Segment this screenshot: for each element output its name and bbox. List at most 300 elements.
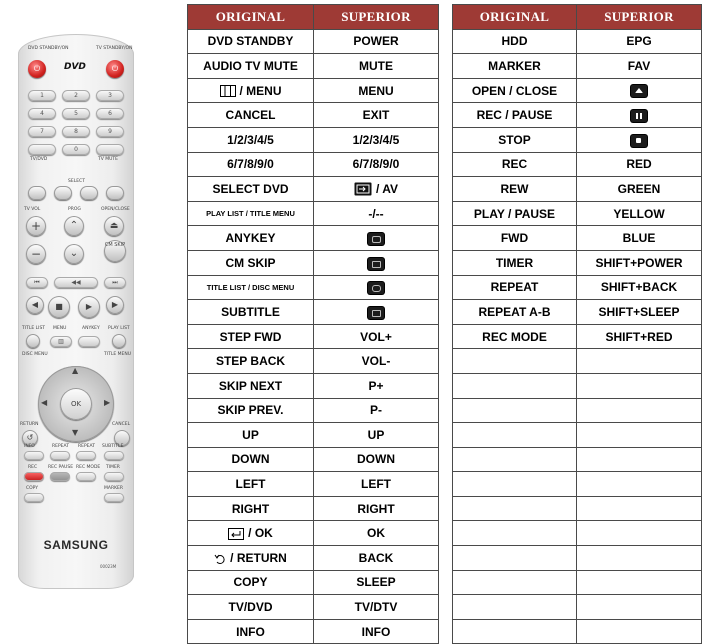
table-row [453, 226, 702, 251]
cell-text: FAV [627, 58, 651, 73]
cell-original [453, 275, 577, 300]
rewind-button[interactable]: ◀◀ [54, 277, 98, 288]
table-row [188, 619, 439, 644]
menu-button[interactable]: ▥ [50, 336, 72, 347]
prog-down-button[interactable]: ⌄ [64, 244, 84, 264]
table-row [188, 570, 439, 595]
cell-superior [577, 54, 702, 79]
eject-button[interactable]: ⏏ [104, 216, 124, 236]
tv-mute-label: TV MUTE [98, 157, 119, 162]
ok-button[interactable] [60, 388, 92, 420]
table-row [188, 398, 439, 423]
cell-text: / OK [248, 526, 273, 541]
cell-superior [314, 103, 439, 128]
repeat-ab-button[interactable] [76, 451, 96, 460]
cell-text: RIGHT [357, 501, 395, 516]
timer-button[interactable] [104, 472, 124, 481]
digit-2-button[interactable]: 2 [62, 90, 90, 101]
cell-superior [314, 127, 439, 152]
cell-original [453, 177, 577, 202]
select-input-button[interactable] [106, 186, 124, 200]
cell-text: / AV [375, 181, 398, 196]
cell-text: MUTE [359, 58, 393, 73]
table-row [453, 447, 702, 472]
cell-original [453, 423, 577, 448]
cell-original [453, 201, 577, 226]
cell-superior [577, 275, 702, 300]
cell-text: REC MODE [482, 329, 547, 344]
stop-button[interactable]: ■ [48, 296, 70, 318]
cell-text: P- [370, 403, 382, 418]
cell-text: REW [500, 181, 529, 196]
model-number: 00023M [100, 564, 117, 569]
rec-button[interactable] [24, 472, 44, 481]
cell-original [188, 103, 314, 128]
cell-superior [577, 447, 702, 472]
cell-original [188, 349, 314, 374]
play-list-label: PLAY LIST [108, 326, 130, 331]
cell-original [188, 373, 314, 398]
cell-superior [314, 496, 439, 521]
cell-text: INFO [236, 624, 265, 639]
input-source-icon [354, 182, 372, 196]
enter-icon [228, 528, 244, 540]
cell-text: LEFT [235, 477, 266, 492]
cell-text: GREEN [617, 181, 661, 196]
table-row [453, 373, 702, 398]
select-tv-button[interactable] [80, 186, 98, 200]
cell-original [453, 619, 577, 644]
cell-text: P+ [368, 378, 384, 393]
table-row [188, 373, 439, 398]
cell-superior [314, 177, 439, 202]
cell-original [453, 226, 577, 251]
cell-superior [314, 324, 439, 349]
prog-label: PROG [68, 207, 81, 212]
left-arrow-icon[interactable]: ◀ [41, 398, 48, 407]
table-row [188, 152, 439, 177]
cell-text: YELLOW [613, 206, 665, 221]
cell-original [188, 595, 314, 620]
cell-original [188, 398, 314, 423]
cell-superior [577, 226, 702, 251]
cell-original [188, 300, 314, 325]
cell-superior [577, 423, 702, 448]
cell-original [188, 496, 314, 521]
table-row [188, 300, 439, 325]
table-row [188, 472, 439, 497]
cell-text: RIGHT [231, 501, 270, 516]
cell-text: INFO [361, 624, 391, 639]
skip-next-button[interactable]: ⏭ [104, 277, 126, 288]
rec-pause-label: REC PAUSE [48, 465, 74, 470]
table-row [188, 177, 439, 202]
cell-superior [577, 127, 702, 152]
cell-text: SHIFT+POWER [595, 255, 683, 270]
tv-standby-label: TV STANDBY/ON [96, 46, 133, 51]
cell-text: DOWN [231, 452, 270, 467]
cell-superior [577, 152, 702, 177]
anykey-key-icon [368, 233, 384, 245]
info-label: INFO [24, 444, 35, 449]
cell-text: ANYKEY [225, 231, 276, 246]
cell-superior [577, 521, 702, 546]
table-row [188, 127, 439, 152]
cell-original [453, 324, 577, 349]
pause-key-icon [631, 110, 647, 122]
marker-label: MARKER [104, 486, 124, 491]
cell-original [453, 472, 577, 497]
dvd-standby-label: DVD STANDBY/ON [28, 46, 69, 51]
cell-superior [314, 201, 439, 226]
cell-superior [314, 398, 439, 423]
digit-8-button[interactable]: 8 [62, 126, 90, 137]
up-arrow-icon[interactable]: ▲ [72, 366, 79, 375]
cell-original [188, 127, 314, 152]
cm-skip-button[interactable] [104, 240, 126, 262]
cell-text: AUDIO TV MUTE [203, 58, 298, 73]
cell-superior [314, 275, 439, 300]
cell-text: SUBTITLE [221, 304, 280, 319]
cell-text: DOWN [357, 452, 395, 467]
cell-original [188, 447, 314, 472]
dvd-logo: DVD [64, 62, 86, 72]
digit-9-button[interactable]: 9 [96, 126, 124, 137]
cell-original [188, 250, 314, 275]
cell-original [453, 152, 577, 177]
cell-original [453, 300, 577, 325]
cell-text: SKIP NEXT [218, 378, 283, 393]
cell-superior [577, 103, 702, 128]
header-superior: SUPERIOR [577, 5, 702, 30]
table-row [453, 152, 702, 177]
cell-original [453, 521, 577, 546]
cell-original [453, 78, 577, 103]
cell-superior [577, 595, 702, 620]
title-list-label: TITLE LIST [22, 326, 46, 331]
title-menu-label: TITLE MENU [104, 352, 131, 357]
mapping-table-left [187, 4, 439, 644]
table-row [453, 324, 702, 349]
cell-text: RED [626, 157, 652, 172]
digit-6-button[interactable]: 6 [96, 108, 124, 119]
disc-menu-key-icon [368, 282, 384, 294]
cell-superior [577, 398, 702, 423]
cell-text: 6/7/8/9/0 [352, 157, 400, 172]
cell-original [453, 127, 577, 152]
cell-text: UP [242, 427, 259, 442]
cell-text: REPEAT A-B [478, 304, 551, 319]
cell-superior [314, 152, 439, 177]
copy-button[interactable] [24, 493, 44, 502]
table-row [188, 423, 439, 448]
cell-superior [577, 349, 702, 374]
cell-text: OPEN / CLOSE [471, 83, 558, 98]
repeat-ab-label: REPEAT [78, 444, 96, 449]
table-row [453, 398, 702, 423]
cell-superior [314, 78, 439, 103]
cm-skip-key-icon [368, 258, 384, 270]
cell-text: / RETURN [230, 550, 287, 565]
cell-superior [577, 546, 702, 571]
table-row [188, 496, 439, 521]
cell-original [188, 324, 314, 349]
cell-text: FWD [500, 231, 529, 246]
cell-original [453, 29, 577, 54]
cell-text: VOL+ [360, 329, 392, 344]
cell-superior [314, 349, 439, 374]
cell-original [188, 177, 314, 202]
cell-superior [577, 177, 702, 202]
table-row [453, 423, 702, 448]
cell-text: SELECT DVD [212, 181, 289, 196]
cell-text: MENU [358, 83, 394, 98]
cm-skip-label: CM SKIP [104, 242, 126, 248]
cell-original [188, 226, 314, 251]
cell-original [453, 496, 577, 521]
table-row [453, 546, 702, 571]
table-row [453, 496, 702, 521]
remote-control-image [18, 34, 134, 589]
cell-superior [314, 29, 439, 54]
table-row [453, 570, 702, 595]
cell-original [453, 595, 577, 620]
digit-7-button[interactable]: 7 [28, 126, 56, 137]
table-row [453, 54, 702, 79]
select-hdd-button[interactable] [54, 186, 72, 200]
cell-superior [314, 447, 439, 472]
audio-button[interactable] [96, 144, 124, 155]
rec-mode-button[interactable] [76, 472, 96, 481]
cell-superior [577, 472, 702, 497]
cell-original [188, 619, 314, 644]
cell-original [453, 103, 577, 128]
cell-original [453, 250, 577, 275]
cell-text: 6/7/8/9/0 [227, 157, 274, 172]
cell-original [188, 521, 314, 546]
cell-text: 1/2/3/4/5 [227, 132, 274, 147]
digit-1-button[interactable]: 1 [28, 90, 56, 101]
table-row [453, 103, 702, 128]
title-list-button[interactable] [26, 334, 40, 348]
table-row [188, 78, 439, 103]
cell-original [453, 349, 577, 374]
open-close-label: OPEN/CLOSE [101, 207, 130, 212]
cell-text: TV/DVD [228, 600, 273, 615]
table-row [453, 250, 702, 275]
table-row [188, 521, 439, 546]
cell-superior [577, 78, 702, 103]
cell-text: EPG [626, 34, 652, 49]
cell-superior [314, 521, 439, 546]
table-row [453, 177, 702, 202]
cell-superior [577, 496, 702, 521]
tv-power-button[interactable]: ⏻ [106, 60, 124, 78]
cell-superior [314, 423, 439, 448]
cell-text: LEFT [361, 477, 391, 492]
cell-text: TV/DTV [354, 600, 398, 615]
vol-down-button[interactable]: − [26, 244, 46, 264]
cell-original [188, 472, 314, 497]
cell-text: POWER [353, 34, 399, 49]
cell-original [453, 373, 577, 398]
cell-text: PLAY / PAUSE [473, 206, 556, 221]
cell-text: EXIT [362, 108, 390, 123]
step-back-button[interactable]: ◀ [26, 296, 44, 314]
select-dvd-button[interactable] [28, 186, 46, 200]
cell-superior [577, 373, 702, 398]
table-row [453, 275, 702, 300]
table-row [453, 78, 702, 103]
info-button[interactable] [24, 451, 44, 460]
table-row [453, 300, 702, 325]
cell-superior [577, 619, 702, 644]
down-arrow-icon[interactable]: ▼ [72, 428, 79, 437]
cell-text: DVD STANDBY [207, 34, 294, 49]
digit-5-button[interactable]: 5 [62, 108, 90, 119]
stop-key-icon [631, 135, 647, 147]
select-label: SELECT [68, 179, 85, 184]
table-row [188, 447, 439, 472]
cell-original [188, 201, 314, 226]
header-superior: SUPERIOR [314, 5, 439, 30]
cell-text: SHIFT+RED [605, 329, 673, 344]
cell-original [188, 29, 314, 54]
table-row [188, 201, 439, 226]
cell-superior [314, 250, 439, 275]
cell-superior [577, 201, 702, 226]
disc-menu-label: DISC MENU [22, 352, 48, 357]
table-row [453, 29, 702, 54]
marker-button[interactable] [104, 493, 124, 502]
table-row [188, 250, 439, 275]
cell-text: VOL- [361, 354, 391, 369]
cell-text: COPY [233, 575, 268, 590]
subtitle-label: SUBTITLE [102, 444, 124, 449]
skip-prev-button[interactable]: ⏮ [26, 277, 48, 288]
table-row [188, 29, 439, 54]
cell-text: CM SKIP [225, 255, 276, 270]
table-row [453, 595, 702, 620]
cell-original [188, 546, 314, 571]
prog-up-button[interactable]: ⌃ [64, 216, 84, 236]
header-original: ORIGINAL [188, 5, 314, 30]
cell-superior [577, 324, 702, 349]
tv-dvd-label: TV/DVD [30, 157, 48, 162]
cell-text: HDD [501, 34, 528, 49]
table-row [453, 127, 702, 152]
right-arrow-icon[interactable]: ▶ [104, 398, 111, 407]
menu-bars-icon [220, 85, 236, 97]
digit-4-button[interactable]: 4 [28, 108, 56, 119]
cell-superior [577, 570, 702, 595]
cell-text: -/-- [368, 206, 384, 221]
timer-label: TIMER [106, 465, 120, 470]
cell-original [453, 447, 577, 472]
mapping-table-right [452, 4, 702, 644]
cell-text: UP [367, 427, 385, 442]
cell-superior [314, 472, 439, 497]
table-row [453, 619, 702, 644]
digit-3-button[interactable]: 3 [96, 90, 124, 101]
brand-logo: SAMSUNG [43, 538, 109, 552]
cell-text: TIMER [495, 255, 534, 270]
return-button[interactable]: ↺ [22, 430, 38, 446]
tv-vol-label: TV VOL [24, 207, 41, 212]
cell-superior [314, 300, 439, 325]
table-row [453, 472, 702, 497]
cancel-label: CANCEL [112, 422, 131, 427]
play-pause-button[interactable]: ▶ [78, 296, 100, 318]
repeat-button[interactable] [50, 451, 70, 460]
cell-text: CANCEL [225, 108, 276, 123]
table-row [188, 275, 439, 300]
cell-superior [314, 619, 439, 644]
cell-original [453, 54, 577, 79]
anykey-button[interactable] [78, 336, 100, 347]
table-row [188, 349, 439, 374]
cell-superior [314, 226, 439, 251]
cell-superior [314, 546, 439, 571]
cell-original [188, 54, 314, 79]
cell-original [453, 398, 577, 423]
table-row [188, 226, 439, 251]
cell-original [188, 423, 314, 448]
step-fwd-button[interactable]: ▶ [106, 296, 124, 314]
cell-text: SLEEP [356, 575, 396, 590]
dvd-power-button[interactable]: ⏻ [28, 60, 46, 78]
subtitle-key-icon [368, 307, 384, 319]
cell-original [188, 78, 314, 103]
cell-superior [577, 250, 702, 275]
subtitle-button[interactable] [104, 451, 124, 460]
cell-superior [314, 373, 439, 398]
cell-text: BLUE [622, 231, 656, 246]
cell-text: REC / PAUSE [476, 108, 553, 123]
vol-up-button[interactable]: + [26, 216, 46, 236]
cell-text: OK [367, 526, 385, 541]
cell-text: 1/2/3/4/5 [352, 132, 400, 147]
cell-superior [314, 570, 439, 595]
cell-original [188, 275, 314, 300]
cell-original [188, 152, 314, 177]
cell-text: STEP BACK [215, 354, 286, 369]
cell-original [188, 570, 314, 595]
digit-0-button[interactable]: 0 [62, 144, 90, 155]
cell-text: SHIFT+SLEEP [598, 304, 680, 319]
table-row [453, 349, 702, 374]
play-list-button[interactable] [112, 334, 126, 348]
cell-superior [577, 300, 702, 325]
ok-label: OK [70, 400, 82, 408]
cell-text: BACK [358, 550, 394, 565]
cell-superior [314, 595, 439, 620]
tv-dvd-button[interactable] [28, 144, 56, 155]
table-row [188, 595, 439, 620]
header-original: ORIGINAL [453, 5, 577, 30]
cell-text: TITLE LIST / DISC MENU [206, 282, 295, 292]
cell-superior [314, 54, 439, 79]
cell-text: PLAY LIST / TITLE MENU [206, 209, 295, 219]
repeat-label: REPEAT [52, 444, 70, 449]
cell-text: STEP FWD [219, 329, 282, 344]
cell-superior [577, 29, 702, 54]
rec-pause-button[interactable] [50, 472, 70, 481]
table-row [188, 103, 439, 128]
anykey-label: ANYKEY [82, 326, 100, 331]
table-row [188, 546, 439, 571]
eject-key-icon [631, 85, 647, 97]
